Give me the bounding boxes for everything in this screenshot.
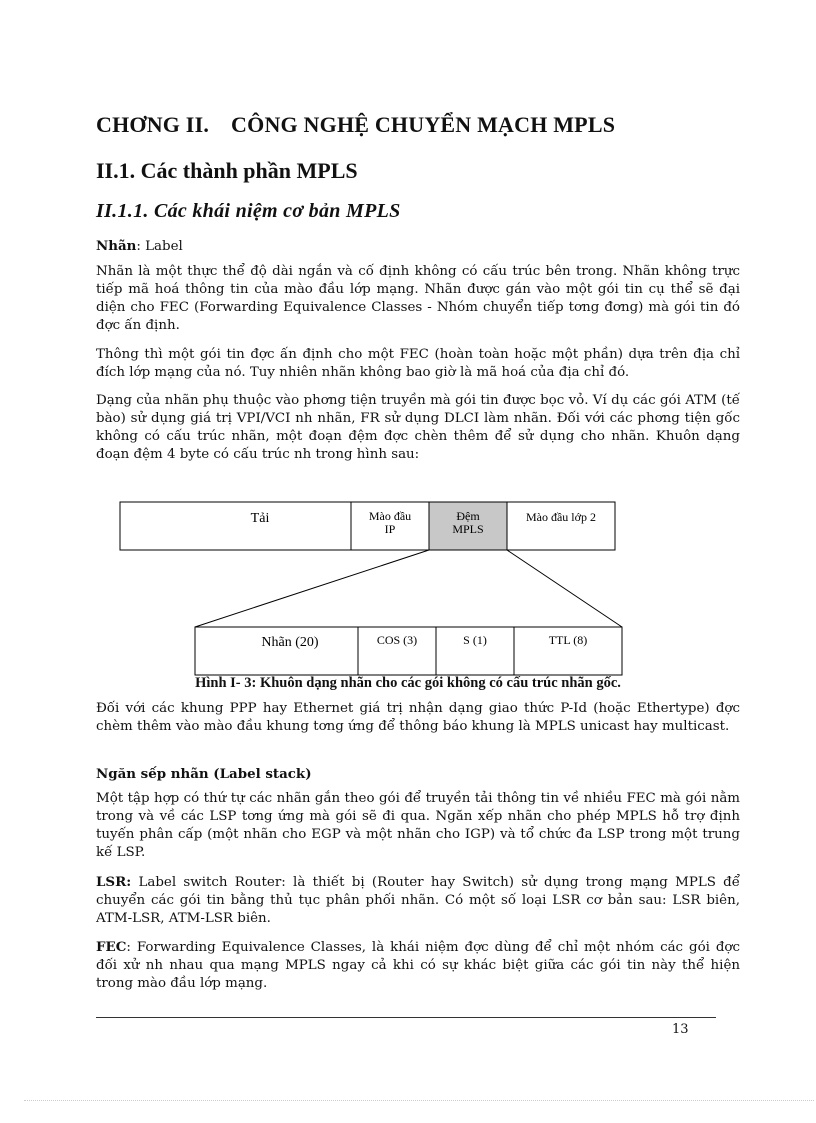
paragraph-5: Một tập hợp có thứ tự các nhãn gắn theo gói để truyền tải thông tin về nhiều FEC mà gói nằm trong và về các LSP tơng ứng mà gói sẽ đi qua. Ngăn xếp nhãn cho phép MPLS hỗ trợ định tuyến phân cấp (một nhãn cho EGP và một nhãn cho IGP) và tổ chức đa LSP trong một trung kế LSP.	[96, 791, 740, 860]
label-term-def: : Label	[136, 239, 183, 254]
frame-label-l2: Mào đầu lớp 2	[525, 510, 597, 524]
fec-definition: : Forwarding Equivalence Classes, là khái niệm đợc dùng để chỉ một nhóm các gói đợc đối xử nh nhau qua mạng MPLS ngay cả khi có sự khác biệt giữa các gói tin này thể hiện trong mào đầu lớp mạng.	[96, 940, 740, 991]
footer-rule	[96, 1017, 716, 1018]
figure-caption: Hình I- 3: Khuôn dạng nhãn cho các gói không có cấu trúc nhãn gốc.	[195, 675, 621, 691]
expand-line-left	[195, 550, 429, 627]
page-number: 13	[672, 1022, 689, 1037]
frame-label-shim-2: MPLS	[452, 522, 484, 536]
shim-label-label: Nhãn (20)	[261, 635, 319, 650]
paragraph-3: Dạng của nhãn phụ thuộc vào phơng tiện truyền mà gói tin được bọc vỏ. Ví dụ các gói ATM (tế bào) sử dụng giá trị VPI/VCI nh nhãn, FR sử dụng DLCI làm nhãn. Đối với các phơng tiện gốc không có cấu trúc nhãn, một đoạn đệm đợc chèn thêm để sử dụng cho nhãn. Khuôn dạng đoạn đệm 4 byte có cấu trúc nh trong hình sau:	[96, 393, 740, 462]
paragraph-7	[96, 938, 740, 993]
chapter-name: CÔNG NGHỆ CHUYỂN MẠCH MPLS	[231, 112, 616, 137]
lsr-term: LSR:	[96, 874, 132, 890]
bottom-dotted-rule	[24, 1100, 814, 1101]
frame-label-ip-2: IP	[384, 522, 396, 536]
label-term: Nhãn	[96, 238, 137, 254]
paragraph-6	[96, 873, 740, 928]
label-stack-heading	[96, 765, 740, 784]
shim-header-diagram	[0, 490, 816, 690]
section-title: II.1. Các thành phần MPLS	[96, 158, 358, 183]
lsr-definition: Label switch Router: là thiết bị (Router hay Switch) sử dụng trong mạng MPLS để chuyển các gói tin bằng thủ tục phân phối nhãn. Có một số loại LSR cơ bản sau: LSR biên, ATM-LSR, ATM-LSR biên.	[96, 875, 740, 926]
chapter-title	[96, 112, 615, 138]
subsection-title: II.1.1. Các khái niệm cơ bản MPLS	[96, 200, 401, 222]
label-definition-line	[96, 237, 740, 256]
paragraph-1: Nhãn là một thực thể độ dài ngắn và cố định không có cấu trúc bên trong. Nhãn không trực tiếp mã hoá thông tin của mào đầu lớp mạng. Nhãn được gán vào một gói tin cụ thể sẽ đại diện cho FEC (Forwarding Equivalence Classes - Nhóm chuyển tiếp tơng đơng) mà gói tin đó đợc ấn định.	[96, 264, 740, 333]
shim-label-ttl: TTL (8)	[548, 633, 588, 647]
shim-label-s: S (1)	[463, 633, 487, 647]
frame-box-payload	[120, 502, 351, 550]
frame-label-shim-1: Đệm	[456, 509, 480, 523]
fec-term: FEC	[96, 939, 127, 955]
frame-label-payload: Tải	[250, 511, 270, 526]
label-stack-heading-text: Ngăn sếp nhãn (Label stack)	[96, 766, 312, 782]
paragraph-2: Thông thì một gói tin đợc ấn định cho một FEC (hoàn toàn hoặc một phần) dựa trên địa chỉ đích lớp mạng của nó. Tuy nhiên nhãn không bao giờ là mã hoá của địa chỉ đó.	[96, 347, 740, 380]
expand-line-right	[507, 550, 622, 627]
paragraph-4: Đối với các khung PPP hay Ethernet giá trị nhận dạng giao thức P-Id (hoặc Ethertype) đợc chèm thêm vào mào đầu khung tơng ứng để thông báo khung là MPLS unicast hay multicast.	[96, 701, 740, 734]
chapter-number: CHƠNG II.	[96, 112, 210, 137]
shim-label-cos: COS (3)	[376, 633, 418, 647]
frame-label-ip-1: Mào đầu	[368, 509, 412, 523]
